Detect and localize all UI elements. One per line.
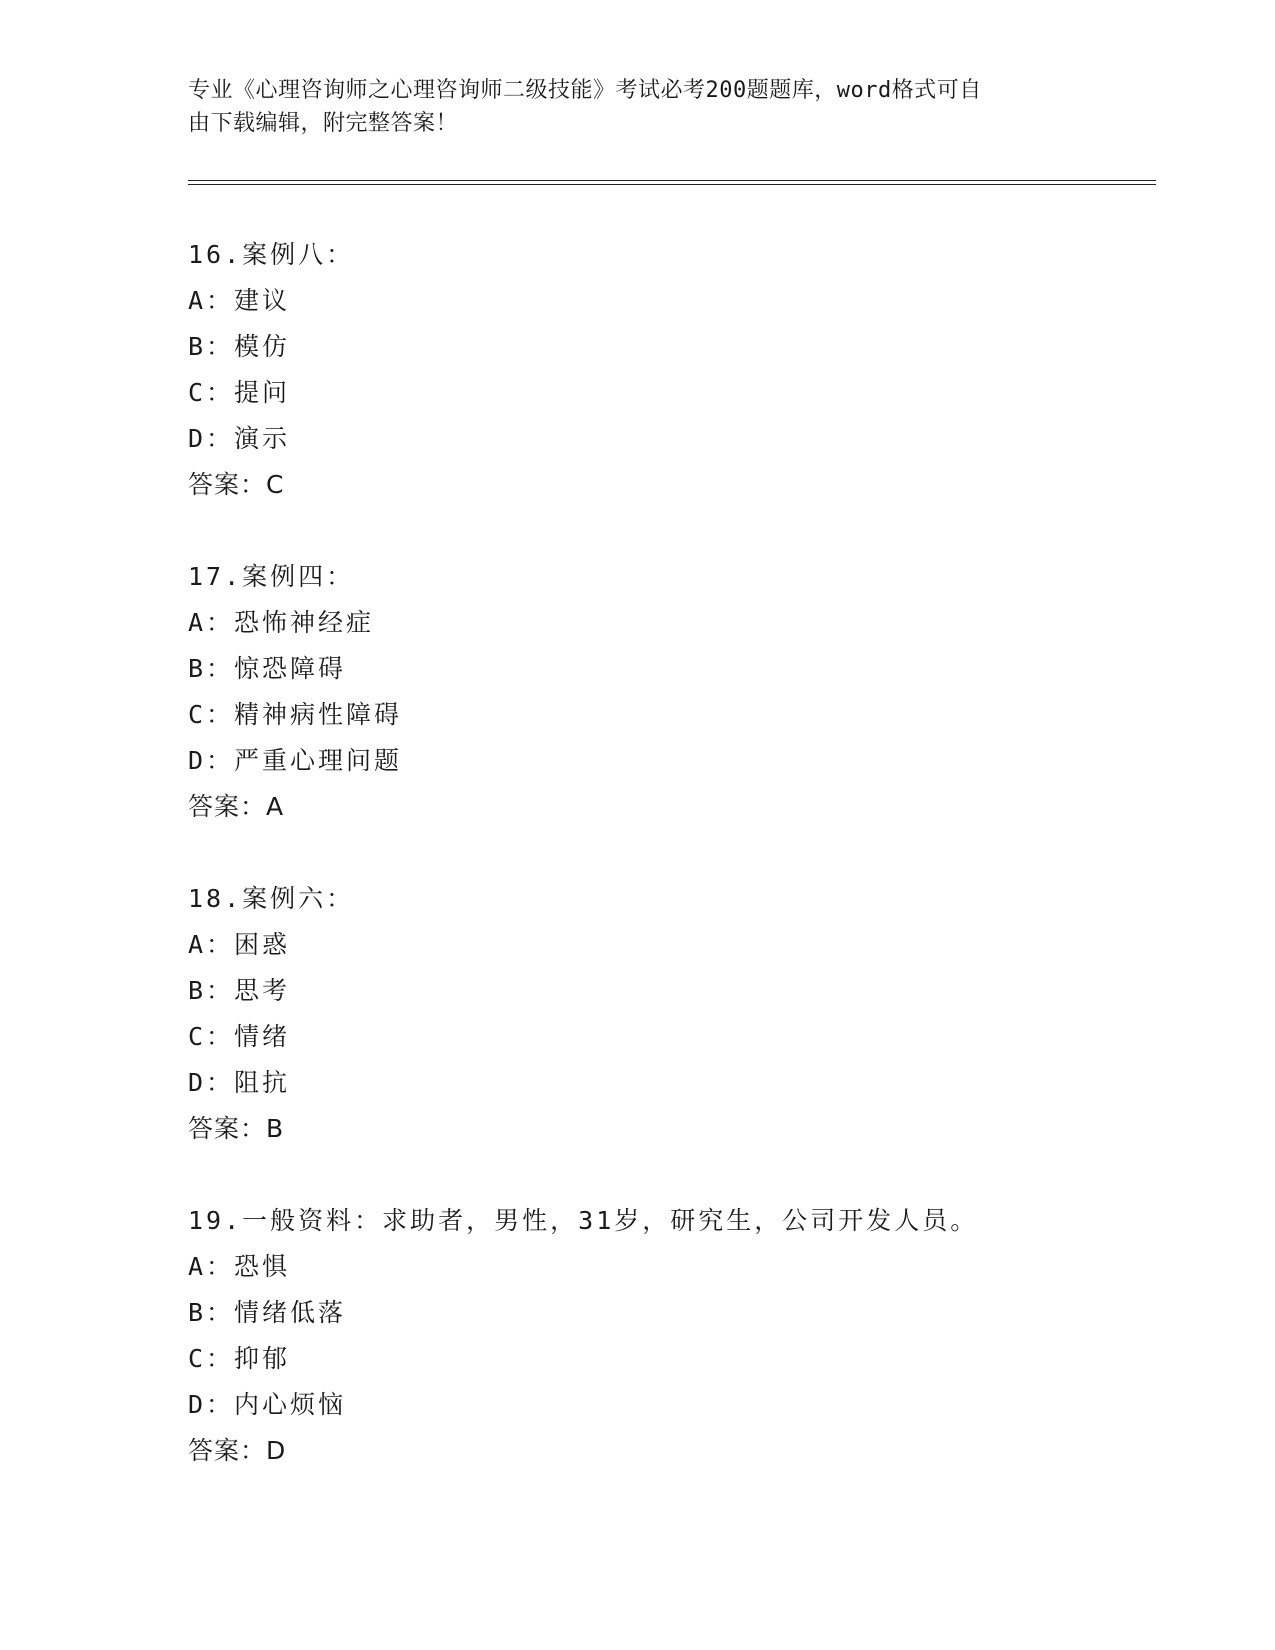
question-stem: 16.案例八： [188,240,355,269]
question-stem: 19.一般资料：求助者，男性，31岁，研究生，公司开发人员。 [188,1206,979,1235]
option-a: A：恐怖神经症 [188,608,375,637]
option-b: B：模仿 [188,332,291,361]
question-list [188,232,1168,1520]
option-d: D：演示 [188,424,291,453]
question-16 [188,232,1168,508]
question-17 [188,554,1168,830]
answer-line: 答案：D [188,1436,287,1465]
option-c: C：精神病性障碍 [188,700,403,729]
option-d: D：严重心理问题 [188,746,403,775]
option-d: D：内心烦恼 [188,1390,347,1419]
answer-line: 答案：B [188,1114,285,1143]
option-a: A：建议 [188,286,291,315]
header-line-1: 专业《心理咨询师之心理咨询师二级技能》考试必考200题题库，word格式可自 [188,78,982,103]
option-c: C：抑郁 [188,1344,291,1373]
document-header [188,74,1068,140]
header-divider-bottom [188,184,1156,185]
option-a: A：恐惧 [188,1252,291,1281]
header-line-2: 由下载编辑，附完整答案！ [188,111,459,136]
question-stem: 17.案例四： [188,562,355,591]
answer-line: 答案：C [188,470,285,499]
option-c: C：提问 [188,378,291,407]
option-d: D：阻抗 [188,1068,291,1097]
option-c: C：情绪 [188,1022,291,1051]
question-19 [188,1198,1168,1474]
question-18 [188,876,1168,1152]
option-b: B：思考 [188,976,291,1005]
question-stem: 18.案例六： [188,884,355,913]
option-a: A：困惑 [188,930,291,959]
option-b: B：情绪低落 [188,1298,347,1327]
header-divider-top [188,180,1156,181]
answer-line: 答案：A [188,792,285,821]
option-b: B：惊恐障碍 [188,654,347,683]
